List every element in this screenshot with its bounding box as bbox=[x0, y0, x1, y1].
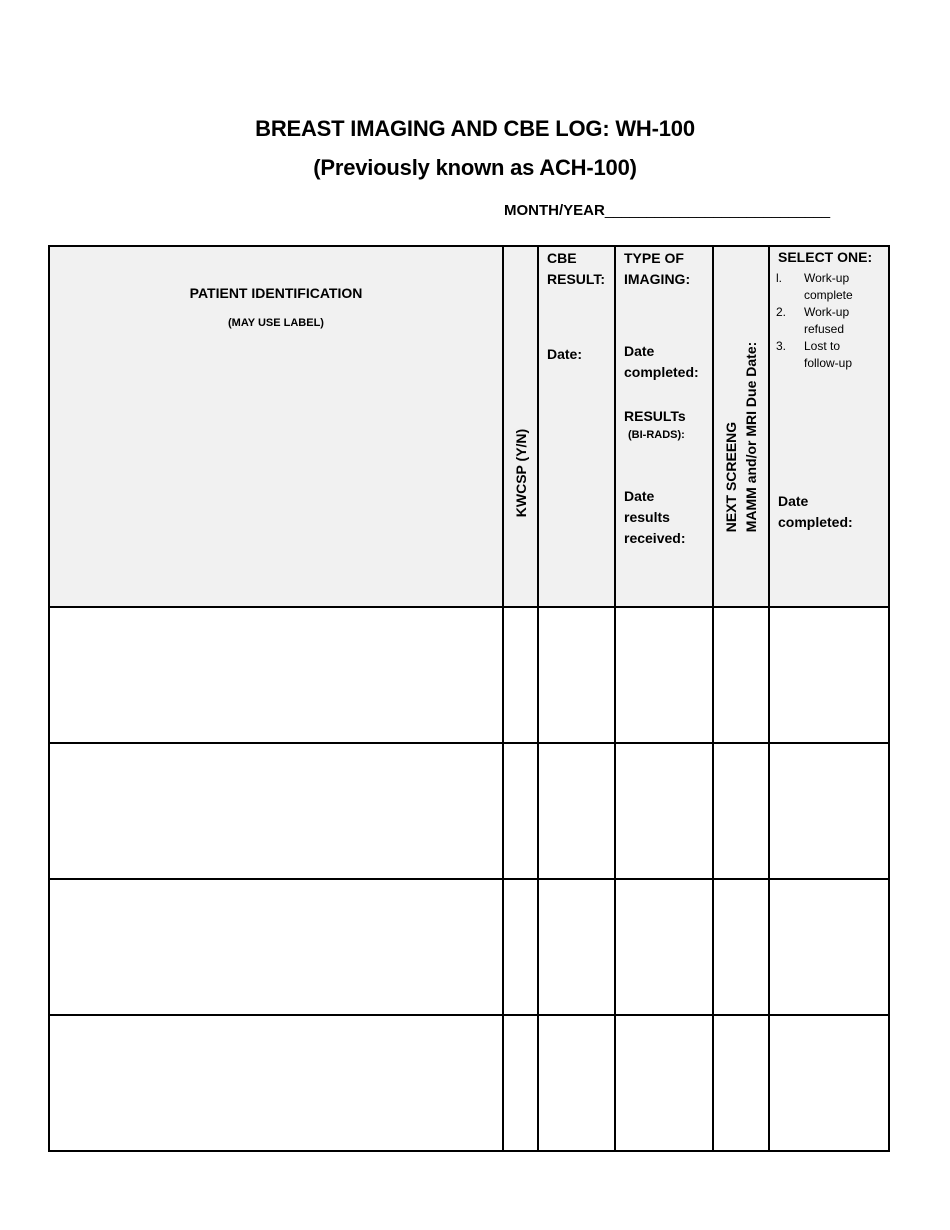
option-number: 2. bbox=[776, 305, 787, 319]
kwcsp-cell[interactable] bbox=[503, 1015, 538, 1151]
table-row bbox=[49, 607, 889, 743]
imaging-date-completed bbox=[624, 341, 699, 383]
month-year-blank[interactable]: ___________________________ bbox=[604, 202, 831, 219]
next-screening-cell[interactable] bbox=[713, 879, 769, 1015]
cbe-date-label: Date: bbox=[547, 346, 583, 362]
patient-id-label: PATIENT IDENTIFICATION bbox=[189, 285, 363, 301]
patient-id-note: (MAY USE LABEL) bbox=[228, 317, 324, 329]
imaging-cell[interactable] bbox=[615, 743, 713, 879]
month-year-field[interactable] bbox=[504, 202, 830, 219]
cbe-cell[interactable] bbox=[538, 743, 615, 879]
imaging-received-line2: results bbox=[624, 509, 670, 525]
kwcsp-cell[interactable] bbox=[503, 743, 538, 879]
kwcsp-cell[interactable] bbox=[503, 607, 538, 743]
next-screening-cell[interactable] bbox=[713, 743, 769, 879]
select-one-cell[interactable] bbox=[769, 743, 889, 879]
cbe-title-line1: CBE bbox=[547, 250, 577, 266]
imaging-title bbox=[624, 248, 690, 290]
next-screening-line2: MAMM and/or MRI Due Date: bbox=[743, 341, 759, 533]
patient-id-cell[interactable] bbox=[49, 879, 503, 1015]
imaging-title-line2: IMAGING: bbox=[624, 271, 691, 287]
imaging-cell[interactable] bbox=[615, 1015, 713, 1151]
select-option-2 bbox=[776, 304, 876, 338]
imaging-received-line3: received: bbox=[624, 530, 686, 546]
select-date-line1: Date bbox=[778, 493, 809, 509]
patient-id-cell[interactable] bbox=[49, 607, 503, 743]
option-number: 3. bbox=[776, 339, 787, 353]
form-title: BREAST IMAGING AND CBE LOG: WH-100 bbox=[255, 116, 695, 141]
next-screening-line1: NEXT SCREENG bbox=[723, 422, 739, 533]
cbe-title bbox=[547, 248, 605, 290]
log-table bbox=[48, 245, 890, 1152]
patient-id-header bbox=[49, 246, 503, 607]
select-option-1 bbox=[776, 270, 876, 304]
next-screening-cell[interactable] bbox=[713, 607, 769, 743]
option-text: Work-up complete bbox=[804, 271, 853, 302]
cbe-header bbox=[538, 246, 615, 607]
option-number: l. bbox=[776, 271, 782, 285]
imaging-results-received bbox=[624, 486, 685, 549]
kwcsp-cell[interactable] bbox=[503, 879, 538, 1015]
table-row bbox=[49, 1015, 889, 1151]
select-one-header bbox=[769, 246, 889, 607]
cbe-cell[interactable] bbox=[538, 879, 615, 1015]
select-one-cell[interactable] bbox=[769, 607, 889, 743]
select-one-cell[interactable] bbox=[769, 1015, 889, 1151]
imaging-cell[interactable] bbox=[615, 879, 713, 1015]
imaging-header bbox=[615, 246, 713, 607]
cbe-cell[interactable] bbox=[538, 1015, 615, 1151]
select-date-completed bbox=[778, 491, 853, 533]
table-row bbox=[49, 879, 889, 1015]
option-text: Work-up refused bbox=[804, 305, 850, 336]
select-one-cell[interactable] bbox=[769, 879, 889, 1015]
imaging-title-line1: TYPE OF bbox=[624, 250, 684, 266]
next-screening-cell[interactable] bbox=[713, 1015, 769, 1151]
next-screening-header bbox=[713, 246, 769, 607]
imaging-birads-label: (BI-RADS): bbox=[628, 429, 685, 441]
cbe-title-line2: RESULT: bbox=[547, 271, 606, 287]
imaging-date-line1: Date bbox=[624, 343, 655, 359]
select-one-options bbox=[776, 270, 876, 372]
cbe-cell[interactable] bbox=[538, 607, 615, 743]
next-screening-label bbox=[721, 342, 761, 533]
option-text: Lost to follow-up bbox=[804, 339, 853, 370]
kwcsp-header bbox=[503, 246, 538, 607]
patient-id-cell[interactable] bbox=[49, 743, 503, 879]
imaging-received-line1: Date bbox=[624, 488, 655, 504]
imaging-cell[interactable] bbox=[615, 607, 713, 743]
imaging-date-line2: completed: bbox=[624, 364, 699, 380]
imaging-results-label: RESULTs bbox=[624, 408, 686, 424]
header-row bbox=[49, 246, 889, 607]
patient-id-cell[interactable] bbox=[49, 1015, 503, 1151]
select-one-title: SELECT ONE: bbox=[778, 249, 873, 265]
kwcsp-label: KWCSP (Y/N) bbox=[512, 428, 529, 518]
table-row bbox=[49, 743, 889, 879]
month-year-label: MONTH/YEAR bbox=[504, 202, 605, 219]
select-date-line2: completed: bbox=[778, 514, 853, 530]
form-subtitle: (Previously known as ACH-100) bbox=[313, 155, 637, 180]
select-option-3 bbox=[776, 338, 876, 372]
